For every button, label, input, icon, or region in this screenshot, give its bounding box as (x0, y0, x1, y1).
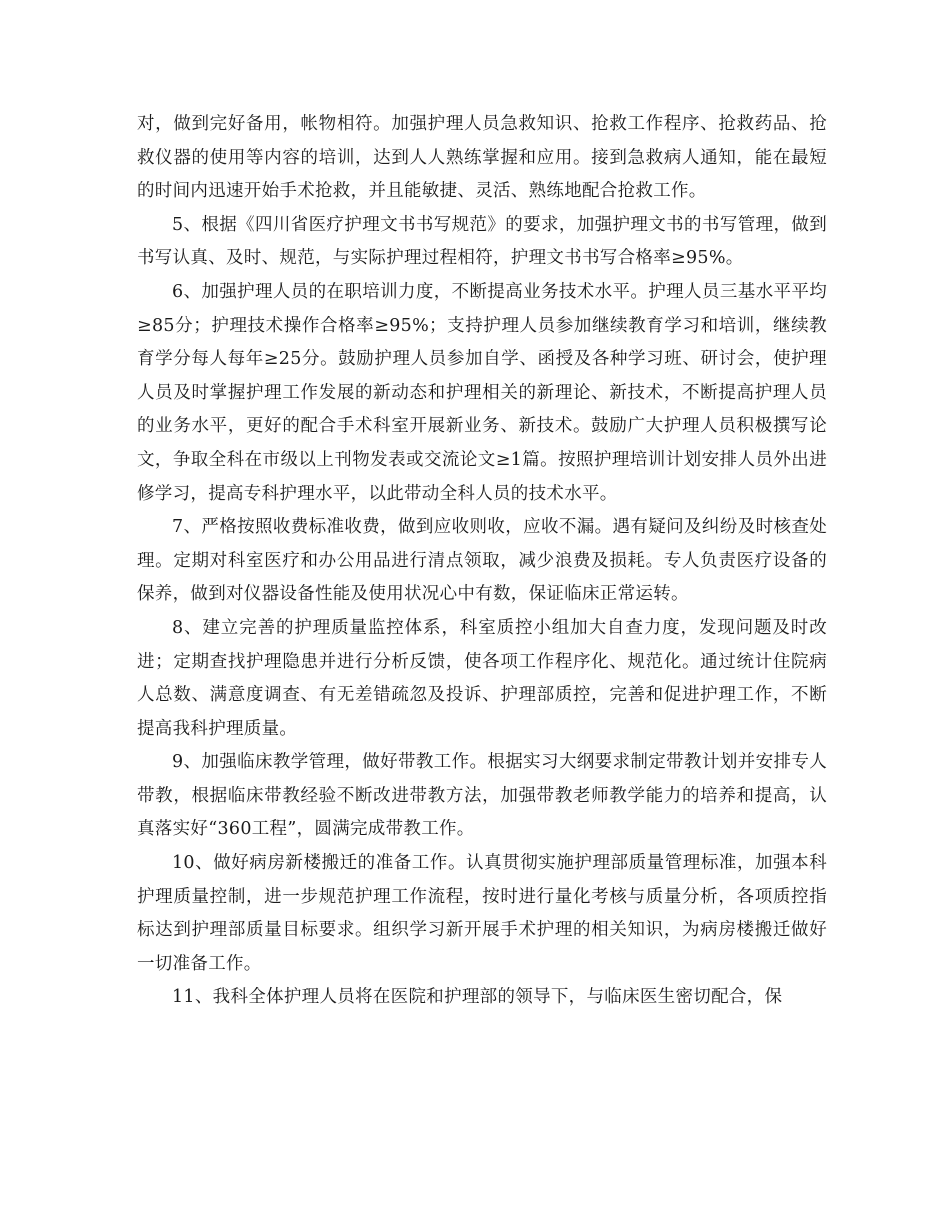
paragraph-item-11: 11、我科全体护理人员将在医院和护理部的领导下，与临床医生密切配合，保 (172, 987, 783, 1008)
paragraph-item-10: 10、做好病房新楼搬迁的准备工作。认真贯彻实施护理部质量管理标准，加强本科护理质量控制，进一步规范护理工作流程，按时进行量化考核与质量分析，各项质控指标达到护理部质量目标要求。组织学习新开展手术护理的相关知识，为病房楼搬迁做好一切准备工作。 (137, 853, 827, 974)
paragraph-item-7: 7、严格按照收费标准收费，做到应收则收，应收不漏。遇有疑问及纠纷及时核查处理。定期对科室医疗和办公用品进行清点领取，减少浪费及损耗。专人负责医疗设备的保养，做到对仪器设备性能及使用状况心中有数，保证临床正常运转。 (137, 517, 827, 605)
paragraph-item-9: 9、加强临床教学管理，做好带教工作。根据实习大纲要求制定带教计划并安排专人带教，根据临床带教经验不断改进带教方法，加强带教老师教学能力的培养和提高，认真落实好“360工程”，圆满完成带教工作。 (137, 752, 827, 840)
paragraph-continuation: 对，做到完好备用，帐物相符。加强护理人员急救知识、抢救工作程序、抢救药品、抢救仪器的使用等内容的培训，达到人人熟练掌握和应用。接到急救病人通知，能在最短的时间内迅速开始手术抢救，并且能敏捷、灵活、熟练地配合抢救工作。 (137, 114, 827, 202)
document-body (137, 108, 827, 1015)
paragraph-item-5: 5、根据《四川省医疗护理文书书写规范》的要求，加强护理文书的书写管理，做到书写认真、及时、规范，与实际护理过程相符，护理文书书写合格率≥95%。 (137, 214, 827, 269)
paragraph-item-6: 6、加强护理人员的在职培训力度，不断提高业务技术水平。护理人员三基水平平均≥85分；护理技术操作合格率≥95%；支持护理人员参加继续教育学习和培训，继续教育学分每人每年≥25分。鼓励护理人员参加自学、函授及各种学习班、研讨会，使护理人员及时掌握护理工作发展的新动态和护理相关的新理论、新技术，不断提高护理人员的业务水平，更好的配合手术科室开展新业务、新技术。鼓励广大护理人员积极撰写论文，争取全科在市级以上刊物发表或交流论文≥1篇。按照护理培训计划安排人员外出进修学习，提高专科护理水平，以此带动全科人员的技术水平。 (137, 281, 827, 504)
paragraph-item-8: 8、建立完善的护理质量监控体系，科室质控小组加大自查力度，发现问题及时改进；定期查找护理隐患并进行分析反馈，使各项工作程序化、规范化。通过统计住院病人总数、满意度调查、有无差错疏忽及投诉、护理部质控，完善和促进护理工作，不断提高我科护理质量。 (137, 617, 827, 739)
